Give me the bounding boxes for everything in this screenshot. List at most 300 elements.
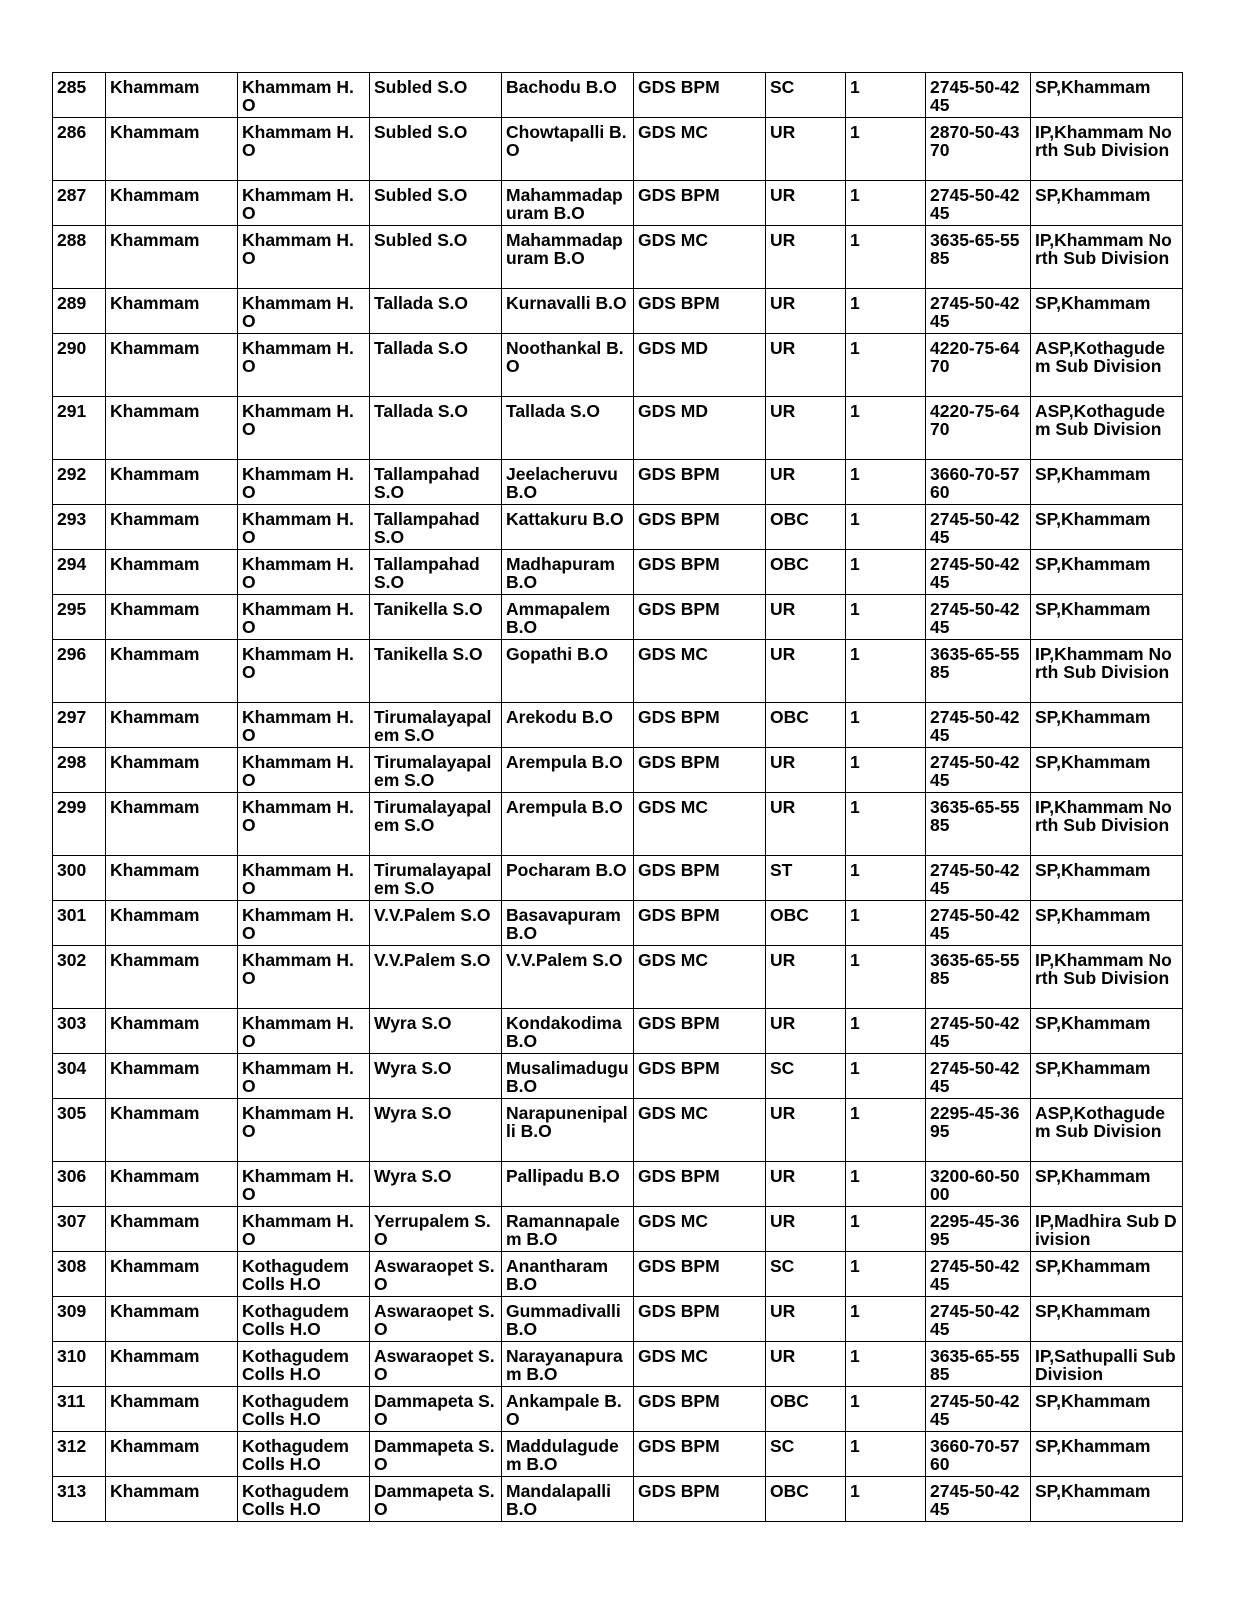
cell-vacancies: 1 bbox=[846, 1009, 926, 1054]
cell-division: Khammam bbox=[106, 1009, 238, 1054]
cell-branch-office: Maddulagudem B.O bbox=[502, 1432, 634, 1477]
cell-branch-office: Gopathi B.O bbox=[502, 640, 634, 703]
cell-vacancies: 1 bbox=[846, 1099, 926, 1162]
cell-post: GDS MD bbox=[634, 334, 766, 397]
cell-head-office: Khammam H.O bbox=[238, 640, 370, 703]
cell-division: Khammam bbox=[106, 856, 238, 901]
cell-vacancies: 1 bbox=[846, 856, 926, 901]
cell-community: OBC bbox=[766, 703, 846, 748]
table-row bbox=[53, 226, 1183, 289]
cell-sub-office: Tirumalayapalem S.O bbox=[370, 856, 502, 901]
cell-community: ST bbox=[766, 856, 846, 901]
cell-head-office: Kothagudem Colls H.O bbox=[238, 1387, 370, 1432]
cell-vacancies: 1 bbox=[846, 1054, 926, 1099]
cell-post: GDS MD bbox=[634, 397, 766, 460]
cell-appointing-authority: IP,Khammam North Sub Division bbox=[1031, 640, 1183, 703]
cell-head-office: Khammam H.O bbox=[238, 1054, 370, 1099]
cell-sl-no: 305 bbox=[53, 1099, 106, 1162]
cell-branch-office: Jeelacheruvu B.O bbox=[502, 460, 634, 505]
cell-post: GDS BPM bbox=[634, 748, 766, 793]
cell-community: SC bbox=[766, 1054, 846, 1099]
cell-trca: 3635-65-5585 bbox=[926, 1342, 1031, 1387]
cell-head-office: Khammam H.O bbox=[238, 181, 370, 226]
cell-sl-no: 286 bbox=[53, 118, 106, 181]
cell-appointing-authority: SP,Khammam bbox=[1031, 460, 1183, 505]
cell-sl-no: 293 bbox=[53, 505, 106, 550]
table-row bbox=[53, 1387, 1183, 1432]
cell-head-office: Khammam H.O bbox=[238, 226, 370, 289]
cell-vacancies: 1 bbox=[846, 748, 926, 793]
cell-division: Khammam bbox=[106, 397, 238, 460]
cell-post: GDS BPM bbox=[634, 1477, 766, 1522]
cell-appointing-authority: IP,Khammam North Sub Division bbox=[1031, 946, 1183, 1009]
cell-sub-office: Tallada S.O bbox=[370, 334, 502, 397]
cell-post: GDS BPM bbox=[634, 1387, 766, 1432]
cell-branch-office: Arempula B.O bbox=[502, 748, 634, 793]
table-row bbox=[53, 856, 1183, 901]
cell-appointing-authority: SP,Khammam bbox=[1031, 901, 1183, 946]
cell-vacancies: 1 bbox=[846, 1207, 926, 1252]
cell-head-office: Kothagudem Colls H.O bbox=[238, 1252, 370, 1297]
cell-head-office: Kothagudem Colls H.O bbox=[238, 1477, 370, 1522]
cell-vacancies: 1 bbox=[846, 946, 926, 1009]
cell-division: Khammam bbox=[106, 595, 238, 640]
table-row bbox=[53, 793, 1183, 856]
cell-appointing-authority: IP,Khammam North Sub Division bbox=[1031, 793, 1183, 856]
cell-community: UR bbox=[766, 1297, 846, 1342]
cell-community: UR bbox=[766, 946, 846, 1009]
cell-vacancies: 1 bbox=[846, 793, 926, 856]
table-row bbox=[53, 1162, 1183, 1207]
cell-appointing-authority: SP,Khammam bbox=[1031, 73, 1183, 118]
cell-head-office: Khammam H.O bbox=[238, 1099, 370, 1162]
cell-sl-no: 304 bbox=[53, 1054, 106, 1099]
cell-sl-no: 297 bbox=[53, 703, 106, 748]
cell-division: Khammam bbox=[106, 1252, 238, 1297]
cell-head-office: Kothagudem Colls H.O bbox=[238, 1432, 370, 1477]
cell-appointing-authority: SP,Khammam bbox=[1031, 1387, 1183, 1432]
cell-community: UR bbox=[766, 595, 846, 640]
table-row bbox=[53, 1099, 1183, 1162]
cell-head-office: Khammam H.O bbox=[238, 703, 370, 748]
cell-sub-office: Aswaraopet S.O bbox=[370, 1297, 502, 1342]
cell-division: Khammam bbox=[106, 334, 238, 397]
cell-community: UR bbox=[766, 640, 846, 703]
cell-vacancies: 1 bbox=[846, 1162, 926, 1207]
cell-community: UR bbox=[766, 748, 846, 793]
cell-post: GDS MC bbox=[634, 226, 766, 289]
cell-branch-office: Kattakuru B.O bbox=[502, 505, 634, 550]
cell-community: UR bbox=[766, 226, 846, 289]
cell-sub-office: V.V.Palem S.O bbox=[370, 901, 502, 946]
cell-trca: 2745-50-4245 bbox=[926, 181, 1031, 226]
cell-vacancies: 1 bbox=[846, 1342, 926, 1387]
cell-sub-office: Aswaraopet S.O bbox=[370, 1342, 502, 1387]
cell-trca: 3660-70-5760 bbox=[926, 460, 1031, 505]
cell-trca: 2745-50-4245 bbox=[926, 550, 1031, 595]
cell-division: Khammam bbox=[106, 118, 238, 181]
cell-head-office: Khammam H.O bbox=[238, 334, 370, 397]
table-row bbox=[53, 1432, 1183, 1477]
cell-sub-office: Tanikella S.O bbox=[370, 595, 502, 640]
cell-branch-office: Pallipadu B.O bbox=[502, 1162, 634, 1207]
cell-sub-office: Dammapeta S.O bbox=[370, 1477, 502, 1522]
cell-trca: 2745-50-4245 bbox=[926, 748, 1031, 793]
cell-sub-office: V.V.Palem S.O bbox=[370, 946, 502, 1009]
cell-community: UR bbox=[766, 460, 846, 505]
cell-vacancies: 1 bbox=[846, 226, 926, 289]
cell-post: GDS BPM bbox=[634, 505, 766, 550]
cell-sl-no: 307 bbox=[53, 1207, 106, 1252]
cell-vacancies: 1 bbox=[846, 703, 926, 748]
table-row bbox=[53, 901, 1183, 946]
cell-division: Khammam bbox=[106, 1387, 238, 1432]
table-row bbox=[53, 1297, 1183, 1342]
cell-head-office: Khammam H.O bbox=[238, 748, 370, 793]
cell-division: Khammam bbox=[106, 550, 238, 595]
cell-appointing-authority: SP,Khammam bbox=[1031, 1297, 1183, 1342]
cell-trca: 3635-65-5585 bbox=[926, 640, 1031, 703]
cell-sl-no: 308 bbox=[53, 1252, 106, 1297]
cell-trca: 2745-50-4245 bbox=[926, 1009, 1031, 1054]
cell-community: UR bbox=[766, 181, 846, 226]
cell-appointing-authority: SP,Khammam bbox=[1031, 550, 1183, 595]
cell-branch-office: Kurnavalli B.O bbox=[502, 289, 634, 334]
cell-sl-no: 290 bbox=[53, 334, 106, 397]
cell-head-office: Khammam H.O bbox=[238, 1009, 370, 1054]
cell-trca: 3635-65-5585 bbox=[926, 226, 1031, 289]
table-row bbox=[53, 73, 1183, 118]
table-row bbox=[53, 118, 1183, 181]
cell-sub-office: Tanikella S.O bbox=[370, 640, 502, 703]
cell-appointing-authority: SP,Khammam bbox=[1031, 595, 1183, 640]
cell-sl-no: 298 bbox=[53, 748, 106, 793]
table-row bbox=[53, 640, 1183, 703]
table-row bbox=[53, 1342, 1183, 1387]
table-row bbox=[53, 748, 1183, 793]
cell-appointing-authority: SP,Khammam bbox=[1031, 1162, 1183, 1207]
table-row bbox=[53, 334, 1183, 397]
cell-trca: 2745-50-4245 bbox=[926, 901, 1031, 946]
cell-division: Khammam bbox=[106, 946, 238, 1009]
cell-sub-office: Tallada S.O bbox=[370, 289, 502, 334]
cell-appointing-authority: SP,Khammam bbox=[1031, 703, 1183, 748]
cell-post: GDS BPM bbox=[634, 1054, 766, 1099]
cell-branch-office: Basavapuram B.O bbox=[502, 901, 634, 946]
cell-sl-no: 306 bbox=[53, 1162, 106, 1207]
cell-post: GDS BPM bbox=[634, 1432, 766, 1477]
cell-trca: 2295-45-3695 bbox=[926, 1207, 1031, 1252]
cell-post: GDS BPM bbox=[634, 595, 766, 640]
cell-community: OBC bbox=[766, 550, 846, 595]
table-row bbox=[53, 703, 1183, 748]
cell-trca: 3200-60-5000 bbox=[926, 1162, 1031, 1207]
cell-sub-office: Tallampahad S.O bbox=[370, 460, 502, 505]
cell-sl-no: 287 bbox=[53, 181, 106, 226]
cell-head-office: Khammam H.O bbox=[238, 793, 370, 856]
cell-post: GDS BPM bbox=[634, 856, 766, 901]
cell-branch-office: Anantharam B.O bbox=[502, 1252, 634, 1297]
cell-sl-no: 300 bbox=[53, 856, 106, 901]
table-row bbox=[53, 1207, 1183, 1252]
cell-sl-no: 289 bbox=[53, 289, 106, 334]
cell-trca: 2870-50-4370 bbox=[926, 118, 1031, 181]
cell-sl-no: 303 bbox=[53, 1009, 106, 1054]
cell-community: OBC bbox=[766, 505, 846, 550]
table-row bbox=[53, 946, 1183, 1009]
cell-appointing-authority: SP,Khammam bbox=[1031, 1009, 1183, 1054]
cell-post: GDS BPM bbox=[634, 1297, 766, 1342]
cell-appointing-authority: IP,Khammam North Sub Division bbox=[1031, 226, 1183, 289]
table-row bbox=[53, 1252, 1183, 1297]
cell-sl-no: 288 bbox=[53, 226, 106, 289]
cell-head-office: Kothagudem Colls H.O bbox=[238, 1297, 370, 1342]
cell-post: GDS MC bbox=[634, 1342, 766, 1387]
cell-division: Khammam bbox=[106, 505, 238, 550]
cell-branch-office: Ammapalem B.O bbox=[502, 595, 634, 640]
cell-post: GDS BPM bbox=[634, 460, 766, 505]
cell-vacancies: 1 bbox=[846, 640, 926, 703]
cell-post: GDS MC bbox=[634, 640, 766, 703]
cell-trca: 2745-50-4245 bbox=[926, 1297, 1031, 1342]
cell-sub-office: Wyra S.O bbox=[370, 1054, 502, 1099]
cell-branch-office: Mahammadapuram B.O bbox=[502, 181, 634, 226]
cell-head-office: Khammam H.O bbox=[238, 505, 370, 550]
cell-post: GDS BPM bbox=[634, 550, 766, 595]
cell-branch-office: Mahammadapuram B.O bbox=[502, 226, 634, 289]
cell-post: GDS BPM bbox=[634, 73, 766, 118]
cell-division: Khammam bbox=[106, 181, 238, 226]
cell-sub-office: Tallampahad S.O bbox=[370, 550, 502, 595]
cell-branch-office: Tallada S.O bbox=[502, 397, 634, 460]
cell-sl-no: 292 bbox=[53, 460, 106, 505]
cell-division: Khammam bbox=[106, 289, 238, 334]
cell-sub-office: Wyra S.O bbox=[370, 1009, 502, 1054]
table-row bbox=[53, 1009, 1183, 1054]
cell-sub-office: Tallada S.O bbox=[370, 397, 502, 460]
table-row bbox=[53, 595, 1183, 640]
cell-branch-office: Gummadivalli B.O bbox=[502, 1297, 634, 1342]
cell-division: Khammam bbox=[106, 1297, 238, 1342]
cell-community: UR bbox=[766, 1009, 846, 1054]
cell-trca: 2745-50-4245 bbox=[926, 703, 1031, 748]
cell-branch-office: Ramannapalem B.O bbox=[502, 1207, 634, 1252]
cell-division: Khammam bbox=[106, 226, 238, 289]
table-row bbox=[53, 397, 1183, 460]
cell-sub-office: Aswaraopet S.O bbox=[370, 1252, 502, 1297]
cell-branch-office: Narayanapuram B.O bbox=[502, 1342, 634, 1387]
cell-head-office: Kothagudem Colls H.O bbox=[238, 1342, 370, 1387]
cell-sub-office: Subled S.O bbox=[370, 73, 502, 118]
cell-sl-no: 294 bbox=[53, 550, 106, 595]
table-row bbox=[53, 1477, 1183, 1522]
cell-community: SC bbox=[766, 1252, 846, 1297]
cell-division: Khammam bbox=[106, 640, 238, 703]
cell-division: Khammam bbox=[106, 793, 238, 856]
cell-post: GDS BPM bbox=[634, 703, 766, 748]
cell-trca: 3660-70-5760 bbox=[926, 1432, 1031, 1477]
cell-community: UR bbox=[766, 793, 846, 856]
cell-vacancies: 1 bbox=[846, 550, 926, 595]
table-row bbox=[53, 550, 1183, 595]
cell-trca: 4220-75-6470 bbox=[926, 334, 1031, 397]
cell-community: UR bbox=[766, 118, 846, 181]
cell-sl-no: 299 bbox=[53, 793, 106, 856]
cell-branch-office: Bachodu B.O bbox=[502, 73, 634, 118]
cell-sub-office: Subled S.O bbox=[370, 181, 502, 226]
cell-vacancies: 1 bbox=[846, 595, 926, 640]
cell-vacancies: 1 bbox=[846, 1297, 926, 1342]
cell-vacancies: 1 bbox=[846, 901, 926, 946]
cell-sl-no: 302 bbox=[53, 946, 106, 1009]
cell-post: GDS MC bbox=[634, 1207, 766, 1252]
cell-community: OBC bbox=[766, 1477, 846, 1522]
cell-appointing-authority: IP,Madhira Sub Division bbox=[1031, 1207, 1183, 1252]
cell-appointing-authority: IP,Sathupalli Sub Division bbox=[1031, 1342, 1183, 1387]
cell-sl-no: 309 bbox=[53, 1297, 106, 1342]
cell-sub-office: Dammapeta S.O bbox=[370, 1432, 502, 1477]
cell-vacancies: 1 bbox=[846, 1477, 926, 1522]
cell-head-office: Khammam H.O bbox=[238, 946, 370, 1009]
cell-branch-office: Narapunenipalli B.O bbox=[502, 1099, 634, 1162]
cell-branch-office: Arempula B.O bbox=[502, 793, 634, 856]
posts-table bbox=[52, 72, 1183, 1522]
cell-division: Khammam bbox=[106, 1099, 238, 1162]
cell-post: GDS BPM bbox=[634, 1162, 766, 1207]
cell-post: GDS BPM bbox=[634, 181, 766, 226]
cell-trca: 3635-65-5585 bbox=[926, 793, 1031, 856]
cell-branch-office: Noothankal B.O bbox=[502, 334, 634, 397]
cell-vacancies: 1 bbox=[846, 181, 926, 226]
cell-head-office: Khammam H.O bbox=[238, 118, 370, 181]
cell-sl-no: 296 bbox=[53, 640, 106, 703]
cell-vacancies: 1 bbox=[846, 1252, 926, 1297]
cell-division: Khammam bbox=[106, 1342, 238, 1387]
cell-community: UR bbox=[766, 334, 846, 397]
cell-sl-no: 291 bbox=[53, 397, 106, 460]
cell-post: GDS BPM bbox=[634, 289, 766, 334]
cell-trca: 2745-50-4245 bbox=[926, 289, 1031, 334]
cell-vacancies: 1 bbox=[846, 118, 926, 181]
cell-sl-no: 295 bbox=[53, 595, 106, 640]
cell-sub-office: Dammapeta S.O bbox=[370, 1387, 502, 1432]
cell-division: Khammam bbox=[106, 460, 238, 505]
cell-sub-office: Wyra S.O bbox=[370, 1099, 502, 1162]
cell-division: Khammam bbox=[106, 748, 238, 793]
cell-appointing-authority: ASP,Kothagudem Sub Division bbox=[1031, 334, 1183, 397]
cell-vacancies: 1 bbox=[846, 1432, 926, 1477]
cell-trca: 2745-50-4245 bbox=[926, 1477, 1031, 1522]
cell-sub-office: Yerrupalem S.O bbox=[370, 1207, 502, 1252]
cell-vacancies: 1 bbox=[846, 1387, 926, 1432]
cell-vacancies: 1 bbox=[846, 505, 926, 550]
cell-sl-no: 312 bbox=[53, 1432, 106, 1477]
cell-post: GDS BPM bbox=[634, 901, 766, 946]
cell-sub-office: Tirumalayapalem S.O bbox=[370, 793, 502, 856]
table-body bbox=[53, 73, 1183, 1522]
cell-appointing-authority: SP,Khammam bbox=[1031, 1252, 1183, 1297]
cell-post: GDS MC bbox=[634, 793, 766, 856]
cell-division: Khammam bbox=[106, 901, 238, 946]
cell-trca: 2745-50-4245 bbox=[926, 505, 1031, 550]
cell-appointing-authority: SP,Khammam bbox=[1031, 181, 1183, 226]
cell-branch-office: V.V.Palem S.O bbox=[502, 946, 634, 1009]
cell-appointing-authority: IP,Khammam North Sub Division bbox=[1031, 118, 1183, 181]
cell-community: UR bbox=[766, 1342, 846, 1387]
table-row bbox=[53, 1054, 1183, 1099]
cell-division: Khammam bbox=[106, 1432, 238, 1477]
cell-branch-office: Mandalapalli B.O bbox=[502, 1477, 634, 1522]
cell-head-office: Khammam H.O bbox=[238, 856, 370, 901]
cell-trca: 2745-50-4245 bbox=[926, 1252, 1031, 1297]
cell-vacancies: 1 bbox=[846, 334, 926, 397]
cell-branch-office: Kondakodima B.O bbox=[502, 1009, 634, 1054]
cell-trca: 2745-50-4245 bbox=[926, 856, 1031, 901]
cell-sl-no: 301 bbox=[53, 901, 106, 946]
cell-appointing-authority: SP,Khammam bbox=[1031, 289, 1183, 334]
cell-community: SC bbox=[766, 1432, 846, 1477]
cell-sub-office: Tirumalayapalem S.O bbox=[370, 703, 502, 748]
document-page bbox=[52, 72, 1182, 1522]
cell-trca: 2745-50-4245 bbox=[926, 1054, 1031, 1099]
cell-community: UR bbox=[766, 289, 846, 334]
cell-community: UR bbox=[766, 1162, 846, 1207]
cell-community: UR bbox=[766, 1099, 846, 1162]
cell-post: GDS BPM bbox=[634, 1252, 766, 1297]
table-row bbox=[53, 460, 1183, 505]
cell-sl-no: 310 bbox=[53, 1342, 106, 1387]
cell-division: Khammam bbox=[106, 1477, 238, 1522]
cell-head-office: Khammam H.O bbox=[238, 595, 370, 640]
cell-trca: 3635-65-5585 bbox=[926, 946, 1031, 1009]
cell-head-office: Khammam H.O bbox=[238, 397, 370, 460]
cell-sub-office: Tirumalayapalem S.O bbox=[370, 748, 502, 793]
cell-sub-office: Wyra S.O bbox=[370, 1162, 502, 1207]
cell-branch-office: Ankampale B.O bbox=[502, 1387, 634, 1432]
cell-trca: 4220-75-6470 bbox=[926, 397, 1031, 460]
cell-community: OBC bbox=[766, 1387, 846, 1432]
cell-appointing-authority: ASP,Kothagudem Sub Division bbox=[1031, 397, 1183, 460]
cell-head-office: Khammam H.O bbox=[238, 550, 370, 595]
cell-appointing-authority: SP,Khammam bbox=[1031, 856, 1183, 901]
cell-branch-office: Musalimadugu B.O bbox=[502, 1054, 634, 1099]
cell-sub-office: Subled S.O bbox=[370, 226, 502, 289]
cell-head-office: Khammam H.O bbox=[238, 1207, 370, 1252]
cell-head-office: Khammam H.O bbox=[238, 1162, 370, 1207]
cell-sl-no: 285 bbox=[53, 73, 106, 118]
cell-branch-office: Arekodu B.O bbox=[502, 703, 634, 748]
cell-branch-office: Madhapuram B.O bbox=[502, 550, 634, 595]
cell-head-office: Khammam H.O bbox=[238, 73, 370, 118]
cell-division: Khammam bbox=[106, 73, 238, 118]
cell-division: Khammam bbox=[106, 1162, 238, 1207]
cell-post: GDS MC bbox=[634, 1099, 766, 1162]
cell-head-office: Khammam H.O bbox=[238, 460, 370, 505]
cell-post: GDS BPM bbox=[634, 1009, 766, 1054]
table-row bbox=[53, 505, 1183, 550]
cell-sub-office: Subled S.O bbox=[370, 118, 502, 181]
cell-branch-office: Pocharam B.O bbox=[502, 856, 634, 901]
cell-vacancies: 1 bbox=[846, 73, 926, 118]
cell-community: OBC bbox=[766, 901, 846, 946]
cell-trca: 2745-50-4245 bbox=[926, 1387, 1031, 1432]
cell-appointing-authority: ASP,Kothagudem Sub Division bbox=[1031, 1099, 1183, 1162]
cell-appointing-authority: SP,Khammam bbox=[1031, 1054, 1183, 1099]
cell-community: SC bbox=[766, 73, 846, 118]
cell-sl-no: 311 bbox=[53, 1387, 106, 1432]
cell-division: Khammam bbox=[106, 1054, 238, 1099]
cell-vacancies: 1 bbox=[846, 289, 926, 334]
